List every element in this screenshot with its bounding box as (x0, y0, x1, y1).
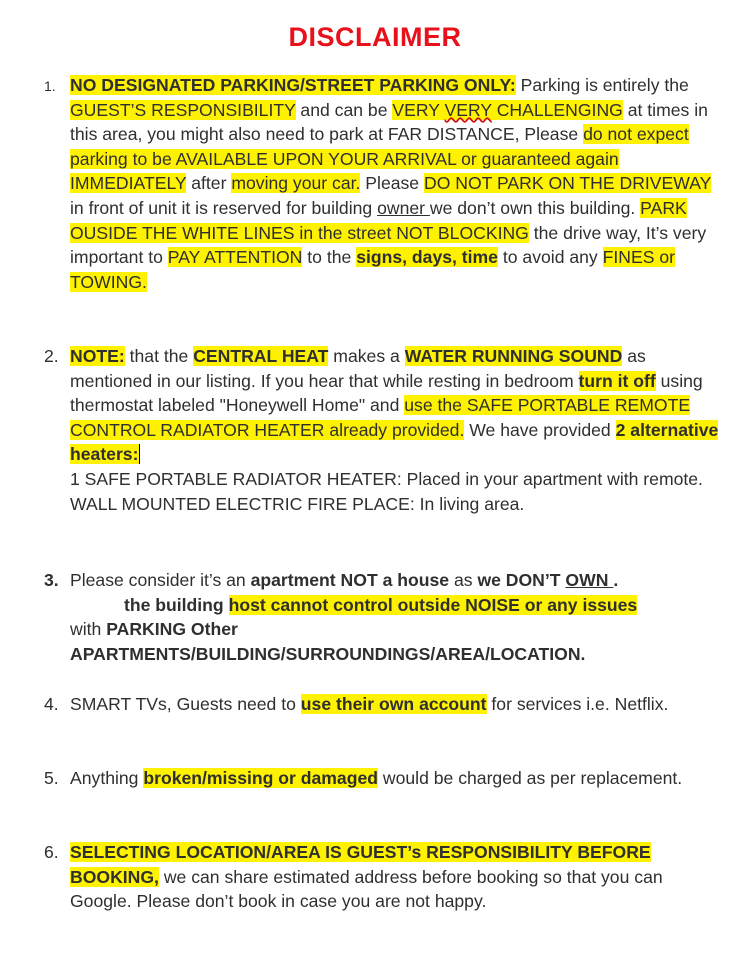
text-run: do not expect parking to be AVAILABLE UPON YOUR ARRIVAL or guaranteed again IMMEDIATELY (70, 124, 689, 194)
text-run: at times in this area, you might also need to park at FAR DISTANCE, Please (70, 99, 708, 145)
text-run: host cannot control outside NOISE or any issues (228, 594, 638, 615)
text-run: Parking is entirely the (515, 75, 689, 95)
heater-line-2: WALL MOUNTED ELECTRIC FIRE PLACE: In living area. (70, 493, 525, 514)
text-run: CHALLENGING (491, 99, 623, 120)
text-run: 2 alternative heaters: (70, 419, 719, 465)
text-run: as mentioned in our listing. If you hear that while resting in bedroom (70, 346, 646, 391)
text-run: use the SAFE PORTABLE REMOTE CONTROL RADIATOR HEATER already provided. (70, 395, 691, 440)
text-run: WATER RUNNING SOUND (404, 346, 623, 366)
text-run: Please consider it’s an (70, 570, 251, 590)
text-run: in front of unit it is reserved for building (70, 197, 378, 218)
item-number: 1. (44, 78, 56, 94)
text-run: after (186, 173, 232, 194)
text-run: NOTE: (70, 346, 125, 366)
text-run: owner (377, 197, 430, 218)
text-run: PARKING Other APARTMENTS/BUILDING/SURROUNDINGS/AREA/LOCATION. (70, 619, 586, 664)
heater-line-1: 1 SAFE PORTABLE RADIATOR HEATER: Placed in your apartment with remote. (70, 468, 703, 489)
text-run: FINES or TOWING. (70, 247, 675, 292)
text-run (224, 595, 229, 615)
paragraph (70, 344, 720, 467)
text-run: as (449, 570, 478, 590)
paragraph (70, 568, 720, 593)
text-run: use their own account (300, 694, 487, 714)
text-run: with (70, 619, 107, 640)
item-number: 5. (44, 768, 59, 788)
text-run: moving your car. (231, 173, 361, 194)
text-run: . (613, 570, 619, 590)
text-run: the drive way, It’s very important to (70, 222, 707, 268)
text-run: signs, days, time (356, 247, 498, 268)
text-run: for services i.e. Netflix. (486, 694, 669, 714)
text-run: SMART TVs, Guests need to (70, 694, 301, 714)
text-run: Please (360, 173, 424, 194)
text-run: PAY ATTENTION (167, 247, 303, 268)
text-run: to the (302, 247, 357, 268)
paragraph (70, 617, 720, 666)
list-item-2 (44, 344, 720, 516)
text-run: Anything (70, 768, 144, 788)
text-run: NO DESIGNATED PARKING/STREET PARKING ONLY: (70, 75, 516, 95)
list-item-1 (44, 73, 720, 294)
text-run: and can be (295, 99, 393, 120)
text-run: we DON’T (477, 570, 566, 590)
page-title: DISCLAIMER (288, 22, 462, 52)
paragraph (70, 593, 720, 618)
item-number: 4. (44, 694, 59, 714)
text-run: We have provided (464, 419, 616, 440)
text-run: that the (124, 346, 194, 366)
text-run: would be charged as per replacement. (378, 768, 683, 788)
text-run: OWN (565, 570, 614, 590)
text-run: the building (124, 594, 224, 615)
text-run: GUEST’S RESPONSIBILITY (70, 99, 296, 120)
text-run: we don’t own this building. (429, 197, 636, 218)
text-run: we can share estimated address before booking so that you can Google. Please don’t book in case you are not happy. (70, 866, 663, 912)
text-run: broken/missing or damaged (143, 768, 378, 788)
text-run: turn it off (578, 370, 656, 391)
text-run: SELECTING LOCATION/AREA IS GUEST’s RESPONSIBILITY BEFORE BOOKING, (70, 842, 651, 887)
item-number: 2. (44, 346, 59, 366)
text-run: apartment NOT a house (250, 570, 450, 590)
text-run: PARK OUSIDE THE WHITE LINES in the street NOT BLOCKING (70, 197, 687, 243)
item-number: 6. (44, 842, 59, 862)
item-number: 3. (44, 570, 59, 590)
list-item-6 (44, 840, 720, 914)
text-run: VERY (392, 99, 445, 120)
list-item-4 (44, 692, 720, 717)
list-item-3 (44, 568, 720, 666)
list-item-5 (44, 766, 720, 791)
text-run: makes a (328, 346, 405, 366)
text-run: VERY (444, 99, 492, 120)
text-run: DO NOT PARK ON THE DRIVEWAY (423, 173, 712, 194)
text-run: to avoid any (497, 247, 603, 268)
text-run: using thermostat labeled "Honeywell Home" and (70, 370, 703, 416)
text-run: CENTRAL HEAT (193, 346, 329, 366)
